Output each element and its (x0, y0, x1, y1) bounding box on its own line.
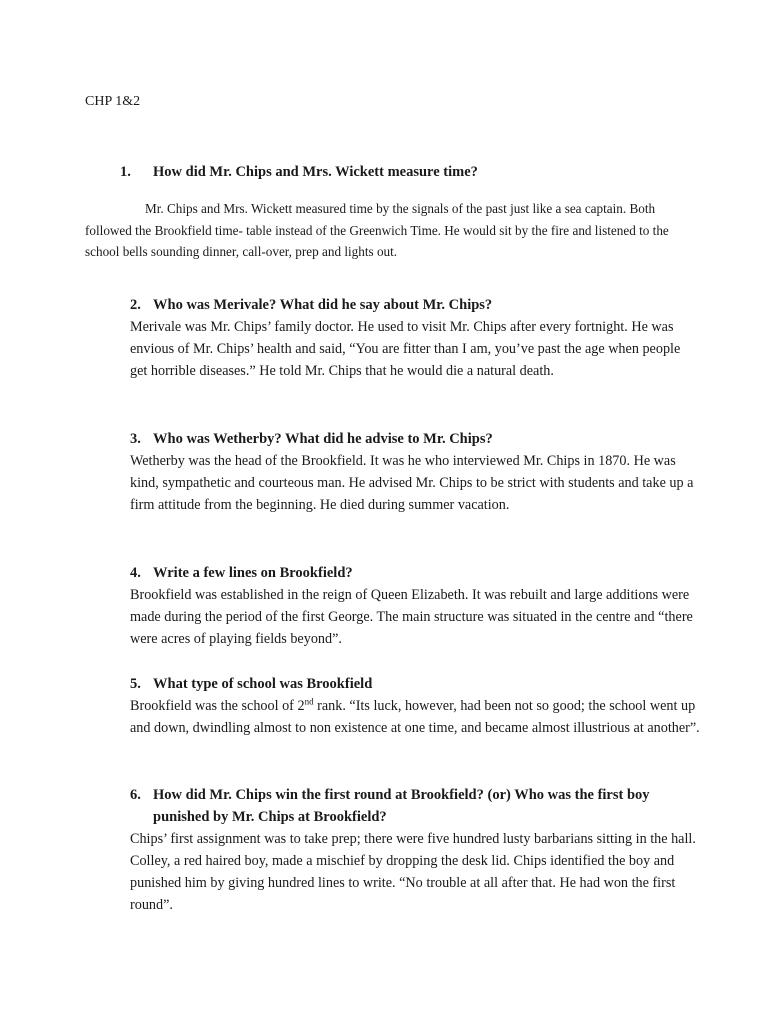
answer-3: Wetherby was the head of the Brookfield. It was he who interviewed Mr. Chips in 1870. He was kind, sympathetic and courteous man. He advised Mr. Chips to be strict with students and take up a firm attitude from the beginning. He died during summer vacation. (130, 453, 694, 513)
qa-block-3 (130, 428, 700, 516)
question-5 (130, 673, 700, 695)
question-text: How did Mr. Chips win the first round at Brookfield? (or) Who was the first boy punished by Mr. Chips at Brookfield? (153, 787, 650, 825)
question-text: How did Mr. Chips and Mrs. Wickett measure time? (153, 164, 478, 180)
question-number: 3. (130, 431, 141, 447)
qa-block-2 (130, 294, 700, 382)
answer-1: Mr. Chips and Mrs. Wickett measured time by the signals of the past just like a sea captain. Both followed the Brookfield time- table instead of the Greenwich Time. He would sit by the fire and listened to the school bells sounding dinner, call-over, prep and lights out. (85, 201, 669, 259)
question-number: 2. (130, 297, 141, 313)
page-header: CHP 1&2 (85, 94, 141, 109)
answer-5-part-2: rank. “Its luck, however, had been not so good; the school went up and down, dwindling almost to non existence at one time, and became almost illustrious at another”. (130, 698, 700, 736)
question-1 (120, 164, 478, 181)
answer-5-part-1: Brookfield was the school of 2 (130, 698, 305, 714)
answer-5 (130, 695, 700, 739)
question-text: Who was Wetherby? What did he advise to Mr. Chips? (153, 431, 493, 447)
answer-4: Brookfield was established in the reign of Queen Elizabeth. It was rebuilt and large additions were made during the period of the first George. The main structure was situated in the centre and “there were acres of playing fields beyond”. (130, 587, 693, 647)
answer-6: Chips’ first assignment was to take prep; there were five hundred lusty barbarians sitting in the hall. Colley, a red haired boy, made a mischief by dropping the desk lid. Chips identified the boy and punished him by giving hundred lines to write. “No trouble at all after that. He had won the first round”. (130, 831, 696, 913)
question-number: 6. (130, 787, 141, 803)
question-3 (130, 428, 700, 450)
question-2 (130, 294, 700, 316)
question-number: 4. (130, 565, 141, 581)
question-text: What type of school was Brookfield (153, 676, 373, 692)
question-number: 5. (130, 676, 141, 692)
question-4 (130, 562, 700, 584)
qa-block-4 (130, 562, 700, 650)
question-number: 1. (120, 164, 131, 180)
qa-block-6 (130, 784, 700, 916)
ordinal-suffix: nd (304, 696, 314, 707)
qa-block-5 (130, 673, 700, 739)
question-text: Who was Merivale? What did he say about Mr. Chips? (153, 297, 493, 313)
answer-2: Merivale was Mr. Chips’ family doctor. He used to visit Mr. Chips after every fortnight. He was envious of Mr. Chips’ health and said, “You are fitter than I am, you’ve past the age when people get horrible diseases.” He told Mr. Chips that he would die a natural death. (130, 319, 681, 379)
question-6 (130, 784, 700, 828)
question-text: Write a few lines on Brookfield? (153, 565, 353, 581)
